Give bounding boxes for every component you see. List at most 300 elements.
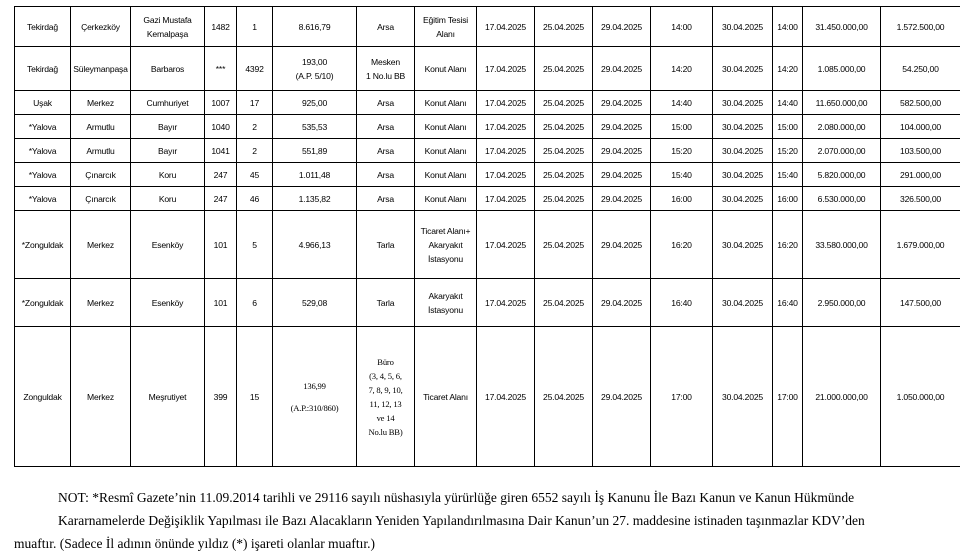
cell-text: 29.04.2025 bbox=[595, 62, 648, 76]
cell-parcel bbox=[237, 163, 273, 187]
cell-text: 136,99 bbox=[275, 379, 354, 393]
cell-text: 30.04.2025 bbox=[715, 296, 770, 310]
cell-text: 17.04.2025 bbox=[479, 168, 532, 182]
cell-text: 25.04.2025 bbox=[537, 238, 590, 252]
cell-text: 29.04.2025 bbox=[595, 144, 648, 158]
cell-final-bid-date bbox=[713, 187, 773, 211]
cell-application-date bbox=[535, 91, 593, 115]
cell-property-type bbox=[357, 211, 415, 279]
cell-text: 17.04.2025 bbox=[479, 96, 532, 110]
cell-text: 17.04.2025 bbox=[479, 20, 532, 34]
cell-text: Bayır bbox=[133, 144, 202, 158]
cell-text: 1.085.000,00 bbox=[805, 62, 878, 76]
cell-text: 29.04.2025 bbox=[595, 96, 648, 110]
cell-specification-date bbox=[477, 187, 535, 211]
cell-area bbox=[273, 47, 357, 91]
cell-bid-time bbox=[651, 115, 713, 139]
cell-final-bid-time bbox=[773, 91, 803, 115]
cell-text: *Zonguldak bbox=[17, 238, 68, 252]
cell-final-bid-date bbox=[713, 115, 773, 139]
cell-application-date bbox=[535, 115, 593, 139]
cell-text: Arsa bbox=[359, 96, 412, 110]
cell-bid-time bbox=[651, 47, 713, 91]
cell-text: 399 bbox=[207, 390, 234, 404]
cell-estimated-value bbox=[803, 163, 881, 187]
cell-zoning-status bbox=[415, 139, 477, 163]
cell-specification-date bbox=[477, 7, 535, 47]
cell-city bbox=[15, 211, 71, 279]
cell-bid-time bbox=[651, 163, 713, 187]
cell-text: 17.04.2025 bbox=[479, 62, 532, 76]
cell-final-bid-time bbox=[773, 327, 803, 467]
cell-bid-time bbox=[651, 139, 713, 163]
cell-application-date bbox=[535, 7, 593, 47]
cell-parcel bbox=[237, 187, 273, 211]
cell-text: Tekirdağ bbox=[17, 20, 68, 34]
cell-block bbox=[205, 115, 237, 139]
footnote bbox=[14, 486, 960, 555]
cell-final-bid-date bbox=[713, 91, 773, 115]
cell-text: 17.04.2025 bbox=[479, 120, 532, 134]
cell-property-type bbox=[357, 139, 415, 163]
table-row bbox=[15, 279, 960, 327]
cell-district bbox=[71, 163, 131, 187]
cell-text: Akaryakıt bbox=[417, 289, 474, 303]
cell-application-date bbox=[535, 279, 593, 327]
cell-city bbox=[15, 279, 71, 327]
cell-area bbox=[273, 139, 357, 163]
cell-neighborhood bbox=[131, 279, 205, 327]
cell-text: 925,00 bbox=[275, 96, 354, 110]
cell-text: 17:00 bbox=[653, 390, 710, 404]
table-row bbox=[15, 327, 960, 467]
cell-block bbox=[205, 327, 237, 467]
cell-text: 101 bbox=[207, 296, 234, 310]
cell-text: Merkez bbox=[73, 238, 128, 252]
cell-text: 2.070.000,00 bbox=[805, 144, 878, 158]
cell-text: 16:40 bbox=[653, 296, 710, 310]
cell-parcel bbox=[237, 115, 273, 139]
cell-district bbox=[71, 211, 131, 279]
cell-area bbox=[273, 163, 357, 187]
cell-specification-date bbox=[477, 327, 535, 467]
cell-district bbox=[71, 139, 131, 163]
cell-text: 6 bbox=[239, 296, 270, 310]
cell-text: Meşrutiyet bbox=[133, 390, 202, 404]
cell-text: Tarla bbox=[359, 296, 412, 310]
cell-zoning-status bbox=[415, 7, 477, 47]
cell-bid-date bbox=[593, 327, 651, 467]
cell-bid-date bbox=[593, 279, 651, 327]
cell-block bbox=[205, 91, 237, 115]
cell-estimated-value bbox=[803, 279, 881, 327]
cell-text: Çerkezköy bbox=[73, 20, 128, 34]
table-row bbox=[15, 187, 960, 211]
cell-text: 11.650.000,00 bbox=[805, 96, 878, 110]
cell-block bbox=[205, 163, 237, 187]
cell-district bbox=[71, 115, 131, 139]
cell-text: 29.04.2025 bbox=[595, 168, 648, 182]
cell-text: Eğitim Tesisi bbox=[417, 13, 474, 27]
cell-text: Konut Alanı bbox=[417, 192, 474, 206]
cell-text: Büro bbox=[359, 355, 412, 369]
cell-text: 16:00 bbox=[653, 192, 710, 206]
cell-block bbox=[205, 47, 237, 91]
cell-block bbox=[205, 187, 237, 211]
cell-property-type bbox=[357, 187, 415, 211]
cell-text: 29.04.2025 bbox=[595, 296, 648, 310]
cell-specification-date bbox=[477, 211, 535, 279]
cell-bid-date bbox=[593, 91, 651, 115]
cell-final-bid-time bbox=[773, 139, 803, 163]
cell-text: 147.500,00 bbox=[883, 296, 958, 310]
cell-text: Konut Alanı bbox=[417, 144, 474, 158]
cell-district bbox=[71, 187, 131, 211]
cell-final-bid-date bbox=[713, 139, 773, 163]
cell-final-bid-time bbox=[773, 115, 803, 139]
table-row bbox=[15, 163, 960, 187]
cell-text: 1041 bbox=[207, 144, 234, 158]
cell-block bbox=[205, 211, 237, 279]
cell-text: 1482 bbox=[207, 20, 234, 34]
cell-zoning-status bbox=[415, 211, 477, 279]
cell-property-type bbox=[357, 115, 415, 139]
cell-text: 4392 bbox=[239, 62, 270, 76]
cell-final-bid-time bbox=[773, 211, 803, 279]
cell-property-type bbox=[357, 163, 415, 187]
cell-text: 1 No.lu BB bbox=[359, 69, 412, 83]
cell-final-bid-time bbox=[773, 279, 803, 327]
cell-text: İstasyonu bbox=[417, 252, 474, 266]
cell-text: 30.04.2025 bbox=[715, 62, 770, 76]
cell-text: 535,53 bbox=[275, 120, 354, 134]
cell-text: 25.04.2025 bbox=[537, 390, 590, 404]
cell-city bbox=[15, 163, 71, 187]
cell-text: Arsa bbox=[359, 120, 412, 134]
cell-text: 16:20 bbox=[653, 238, 710, 252]
cell-bid-date bbox=[593, 211, 651, 279]
cell-text: 551,89 bbox=[275, 144, 354, 158]
cell-text: 5 bbox=[239, 238, 270, 252]
cell-text: 16:40 bbox=[775, 296, 800, 310]
cell-text: Zonguldak bbox=[17, 390, 68, 404]
cell-text: Çınarcık bbox=[73, 168, 128, 182]
cell-parcel bbox=[237, 139, 273, 163]
cell-text: 15:20 bbox=[653, 144, 710, 158]
cell-text: 8.616,79 bbox=[275, 20, 354, 34]
footnote-line: NOT: *Resmî Gazete’nin 11.09.2014 tarihli ve 29116 sayılı nüshasıyla yürürlüğe giren 6552 sayılı İş Kanunu İle Bazı Kanun ve Kanun Hükmünde bbox=[14, 486, 960, 509]
cell-bid-time bbox=[651, 187, 713, 211]
cell-district bbox=[71, 7, 131, 47]
cell-text: Barbaros bbox=[133, 62, 202, 76]
cell-text: Armutlu bbox=[73, 144, 128, 158]
cell-text: 21.000.000,00 bbox=[805, 390, 878, 404]
cell-specification-date bbox=[477, 279, 535, 327]
cell-text: (A.P. 5/10) bbox=[275, 69, 354, 83]
cell-text: 15:40 bbox=[775, 168, 800, 182]
cell-text: Konut Alanı bbox=[417, 168, 474, 182]
cell-property-type bbox=[357, 279, 415, 327]
cell-text: 54.250,00 bbox=[883, 62, 958, 76]
cell-neighborhood bbox=[131, 211, 205, 279]
cell-text: 1.572.500,00 bbox=[883, 20, 958, 34]
cell-text: 30.04.2025 bbox=[715, 238, 770, 252]
cell-text: 29.04.2025 bbox=[595, 20, 648, 34]
cell-text: No.lu BB) bbox=[359, 425, 412, 439]
cell-text: Cumhuriyet bbox=[133, 96, 202, 110]
cell-guarantee bbox=[881, 115, 960, 139]
cell-text: Alanı bbox=[417, 27, 474, 41]
cell-application-date bbox=[535, 163, 593, 187]
cell-property-type bbox=[357, 91, 415, 115]
cell-text: Arsa bbox=[359, 192, 412, 206]
cell-text: 326.500,00 bbox=[883, 192, 958, 206]
table-row bbox=[15, 47, 960, 91]
cell-text: 14:00 bbox=[775, 20, 800, 34]
cell-text: Gazi Mustafa bbox=[133, 13, 202, 27]
table-row bbox=[15, 211, 960, 279]
cell-text: 291.000,00 bbox=[883, 168, 958, 182]
cell-bid-time bbox=[651, 279, 713, 327]
cell-city bbox=[15, 115, 71, 139]
cell-text: 29.04.2025 bbox=[595, 238, 648, 252]
cell-bid-date bbox=[593, 163, 651, 187]
cell-text: *Zonguldak bbox=[17, 296, 68, 310]
cell-text: 14:20 bbox=[775, 62, 800, 76]
cell-area bbox=[273, 115, 357, 139]
cell-application-date bbox=[535, 47, 593, 91]
cell-text: 45 bbox=[239, 168, 270, 182]
cell-parcel bbox=[237, 327, 273, 467]
cell-estimated-value bbox=[803, 91, 881, 115]
cell-estimated-value bbox=[803, 139, 881, 163]
footnote-line: muaftır. (Sadece İl adının önünde yıldız (*) işareti olanlar muaftır.) bbox=[14, 532, 960, 555]
cell-final-bid-date bbox=[713, 7, 773, 47]
cell-text: Konut Alanı bbox=[417, 96, 474, 110]
cell-text: 25.04.2025 bbox=[537, 62, 590, 76]
cell-area bbox=[273, 91, 357, 115]
cell-text: 193,00 bbox=[275, 55, 354, 69]
cell-application-date bbox=[535, 211, 593, 279]
cell-city bbox=[15, 7, 71, 47]
cell-parcel bbox=[237, 91, 273, 115]
cell-text: 25.04.2025 bbox=[537, 144, 590, 158]
cell-bid-date bbox=[593, 139, 651, 163]
cell-text: 17 bbox=[239, 96, 270, 110]
cell-city bbox=[15, 47, 71, 91]
cell-text: 14:20 bbox=[653, 62, 710, 76]
cell-text: Merkez bbox=[73, 296, 128, 310]
table-body bbox=[15, 7, 960, 467]
cell-specification-date bbox=[477, 163, 535, 187]
cell-neighborhood bbox=[131, 163, 205, 187]
cell-city bbox=[15, 91, 71, 115]
cell-application-date bbox=[535, 187, 593, 211]
cell-final-bid-date bbox=[713, 211, 773, 279]
cell-text: 15:00 bbox=[775, 120, 800, 134]
table-row bbox=[15, 91, 960, 115]
cell-text: 1.050.000,00 bbox=[883, 390, 958, 404]
cell-text: Merkez bbox=[73, 96, 128, 110]
cell-text: 247 bbox=[207, 168, 234, 182]
cell-text: 15:40 bbox=[653, 168, 710, 182]
footnote-line: Kararnamelerde Değişiklik Yapılması ile Bazı Alacakların Yeniden Yapılandırılmasına Dair Kanun’un 27. maddesine istinaden taşınmazlar KDV’den bbox=[14, 509, 960, 532]
cell-bid-time bbox=[651, 91, 713, 115]
cell-text: Konut Alanı bbox=[417, 120, 474, 134]
cell-text: Koru bbox=[133, 192, 202, 206]
cell-text: 17.04.2025 bbox=[479, 192, 532, 206]
cell-city bbox=[15, 187, 71, 211]
cell-parcel bbox=[237, 211, 273, 279]
cell-text: 17.04.2025 bbox=[479, 296, 532, 310]
cell-text: Tekirdağ bbox=[17, 62, 68, 76]
cell-text: 46 bbox=[239, 192, 270, 206]
cell-text: 6.530.000,00 bbox=[805, 192, 878, 206]
cell-text: Tarla bbox=[359, 238, 412, 252]
cell-text: 7, 8, 9, 10, bbox=[359, 383, 412, 397]
cell-text: 31.450.000,00 bbox=[805, 20, 878, 34]
cell-text: 16:20 bbox=[775, 238, 800, 252]
cell-text: 29.04.2025 bbox=[595, 192, 648, 206]
cell-area bbox=[273, 7, 357, 47]
cell-text: 2 bbox=[239, 144, 270, 158]
cell-final-bid-date bbox=[713, 47, 773, 91]
cell-final-bid-time bbox=[773, 187, 803, 211]
cell-text: 30.04.2025 bbox=[715, 144, 770, 158]
cell-text: 30.04.2025 bbox=[715, 96, 770, 110]
cell-text: 1.679.000,00 bbox=[883, 238, 958, 252]
cell-neighborhood bbox=[131, 91, 205, 115]
cell-final-bid-time bbox=[773, 47, 803, 91]
cell-final-bid-time bbox=[773, 7, 803, 47]
cell-parcel bbox=[237, 47, 273, 91]
cell-text: 1007 bbox=[207, 96, 234, 110]
cell-text: Bayır bbox=[133, 120, 202, 134]
cell-text: Süleymanpaşa bbox=[73, 62, 128, 76]
cell-text: 30.04.2025 bbox=[715, 192, 770, 206]
cell-text: Ticaret Alanı bbox=[417, 390, 474, 404]
cell-text: *Yalova bbox=[17, 120, 68, 134]
cell-text: 1.011,48 bbox=[275, 168, 354, 182]
cell-specification-date bbox=[477, 47, 535, 91]
cell-parcel bbox=[237, 279, 273, 327]
table-row bbox=[15, 139, 960, 163]
cell-text: 529,08 bbox=[275, 296, 354, 310]
cell-text: 247 bbox=[207, 192, 234, 206]
cell-text: 14:40 bbox=[775, 96, 800, 110]
cell-text: 1.135,82 bbox=[275, 192, 354, 206]
cell-text: 1 bbox=[239, 20, 270, 34]
cell-district bbox=[71, 279, 131, 327]
cell-final-bid-date bbox=[713, 163, 773, 187]
cell-text: (A.P.:310/860) bbox=[275, 401, 354, 415]
cell-text: Merkez bbox=[73, 390, 128, 404]
cell-district bbox=[71, 327, 131, 467]
cell-text: İstasyonu bbox=[417, 303, 474, 317]
cell-text: Çınarcık bbox=[73, 192, 128, 206]
cell-text: Esenköy bbox=[133, 296, 202, 310]
cell-text: ve 14 bbox=[359, 411, 412, 425]
auction-table bbox=[14, 6, 960, 467]
cell-block bbox=[205, 7, 237, 47]
cell-final-bid-date bbox=[713, 327, 773, 467]
cell-text: 4.966,13 bbox=[275, 238, 354, 252]
cell-neighborhood bbox=[131, 187, 205, 211]
cell-bid-time bbox=[651, 7, 713, 47]
cell-guarantee bbox=[881, 91, 960, 115]
cell-guarantee bbox=[881, 7, 960, 47]
cell-text: 103.500,00 bbox=[883, 144, 958, 158]
cell-text: 17:00 bbox=[775, 390, 800, 404]
cell-final-bid-date bbox=[713, 279, 773, 327]
cell-property-type bbox=[357, 47, 415, 91]
cell-text: Mesken bbox=[359, 55, 412, 69]
cell-text: 101 bbox=[207, 238, 234, 252]
cell-estimated-value bbox=[803, 115, 881, 139]
cell-zoning-status bbox=[415, 115, 477, 139]
cell-text: 11, 12, 13 bbox=[359, 397, 412, 411]
cell-text: 2 bbox=[239, 120, 270, 134]
cell-text: Esenköy bbox=[133, 238, 202, 252]
cell-text: Uşak bbox=[17, 96, 68, 110]
cell-text: 30.04.2025 bbox=[715, 20, 770, 34]
cell-text: 17.04.2025 bbox=[479, 144, 532, 158]
cell-area bbox=[273, 327, 357, 467]
cell-text: (3, 4, 5, 6, bbox=[359, 369, 412, 383]
cell-bid-time bbox=[651, 211, 713, 279]
cell-text: 30.04.2025 bbox=[715, 120, 770, 134]
cell-text: *Yalova bbox=[17, 168, 68, 182]
cell-text: Konut Alanı bbox=[417, 62, 474, 76]
cell-specification-date bbox=[477, 139, 535, 163]
cell-property-type bbox=[357, 327, 415, 467]
cell-text: 30.04.2025 bbox=[715, 390, 770, 404]
cell-zoning-status bbox=[415, 47, 477, 91]
cell-area bbox=[273, 211, 357, 279]
cell-text: 5.820.000,00 bbox=[805, 168, 878, 182]
cell-zoning-status bbox=[415, 279, 477, 327]
cell-text: 25.04.2025 bbox=[537, 296, 590, 310]
cell-text: 2.080.000,00 bbox=[805, 120, 878, 134]
cell-guarantee bbox=[881, 163, 960, 187]
cell-block bbox=[205, 279, 237, 327]
cell-zoning-status bbox=[415, 91, 477, 115]
cell-guarantee bbox=[881, 327, 960, 467]
cell-neighborhood bbox=[131, 115, 205, 139]
cell-text: 30.04.2025 bbox=[715, 168, 770, 182]
cell-text: 582.500,00 bbox=[883, 96, 958, 110]
cell-estimated-value bbox=[803, 187, 881, 211]
cell-guarantee bbox=[881, 279, 960, 327]
cell-text: 14:00 bbox=[653, 20, 710, 34]
cell-text: Ticaret Alanı+ bbox=[417, 224, 474, 238]
cell-text: Akaryakıt bbox=[417, 238, 474, 252]
cell-text: 25.04.2025 bbox=[537, 120, 590, 134]
cell-guarantee bbox=[881, 139, 960, 163]
cell-specification-date bbox=[477, 115, 535, 139]
cell-zoning-status bbox=[415, 327, 477, 467]
cell-area bbox=[273, 279, 357, 327]
cell-text: Armutlu bbox=[73, 120, 128, 134]
cell-text: 25.04.2025 bbox=[537, 168, 590, 182]
cell-text: 33.580.000,00 bbox=[805, 238, 878, 252]
cell-text: 1040 bbox=[207, 120, 234, 134]
cell-text: 17.04.2025 bbox=[479, 238, 532, 252]
cell-text: 2.950.000,00 bbox=[805, 296, 878, 310]
cell-estimated-value bbox=[803, 211, 881, 279]
cell-text: 104.000,00 bbox=[883, 120, 958, 134]
cell-guarantee bbox=[881, 187, 960, 211]
